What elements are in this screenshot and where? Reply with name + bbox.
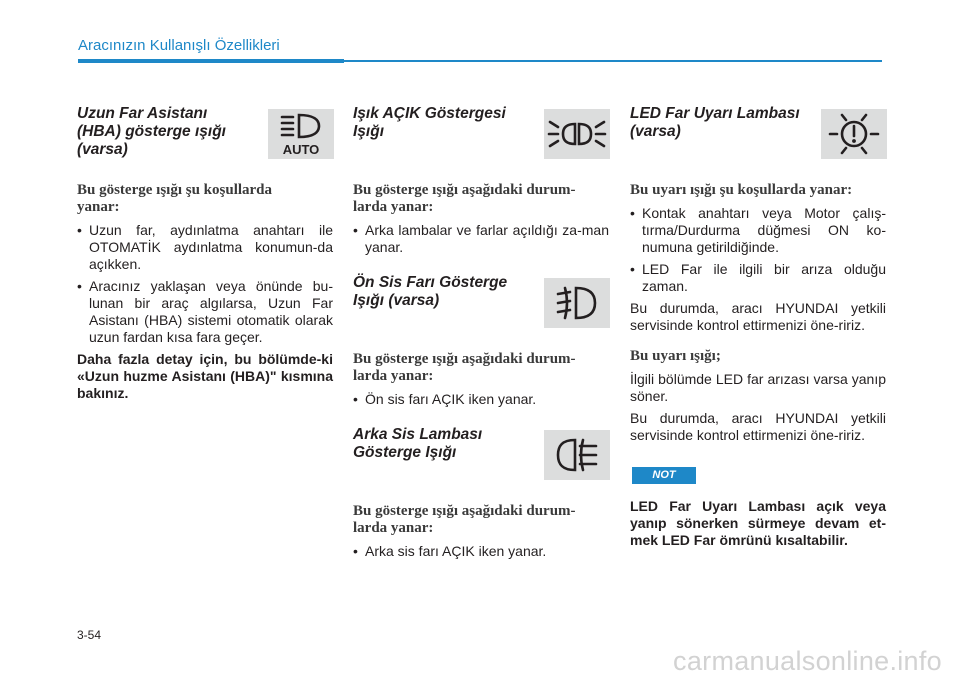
led-warning-lamp-icon (821, 109, 887, 159)
section-hba (77, 105, 333, 402)
list-item: • Aracınız yaklaşan veya önünde bu-lunan bir araç algılarsa, Uzun Far Asistanı (HBA) sistemi otomatik olarak uzun fardan kısa fara geçer. (77, 278, 333, 346)
subheading-line: Bu gösterge ışığı aşağıdaki durum- (353, 351, 576, 367)
subheading-line: larda yanar: (353, 199, 434, 215)
title-line: (HBA) gösterge ışığı (77, 123, 226, 140)
header-title: Aracınızın Kullanışlı Özellikleri (78, 37, 280, 54)
front-fog-lamp-icon-graphic (555, 284, 599, 322)
section-hba-bullets (77, 222, 333, 346)
subheading-line: Bu gösterge ışığı aşağıdaki durum- (353, 503, 576, 519)
section-light-on-bullets (353, 222, 609, 256)
section-led-warning-title (630, 105, 808, 141)
section-rear-fog-subheading (353, 503, 609, 537)
auto-high-beam-icon-graphic (274, 112, 328, 156)
section-rear-fog (353, 426, 609, 560)
section-front-fog-subheading (353, 351, 609, 385)
list-item: • Kontak anahtarı veya Motor çalış-tırma/Durdurma düğmesi ON ko-numuna getirildiğinde. (630, 205, 886, 256)
list-item: • LED Far ile ilgili bir arıza olduğu zaman. (630, 261, 886, 295)
section-front-fog (353, 274, 609, 408)
section-hba-title (77, 105, 255, 159)
section-rear-fog-title (353, 426, 531, 462)
title-line: Gösterge Işığı (353, 444, 457, 461)
position-lamp-icon-graphic (547, 116, 607, 152)
section-front-fog-bullets (353, 391, 609, 408)
list-item: • Arka lambalar ve farlar açıldığı za-man yanar. (353, 222, 609, 256)
note-badge: NOT (632, 467, 696, 484)
section-led-warning-subheading-2: Bu uyarı ışığı; (630, 348, 721, 364)
title-line: Işığı (varsa) (353, 292, 440, 309)
list-item: • Arka sis farı AÇIK iken yanar. (353, 543, 609, 560)
section-light-on-head (353, 105, 609, 161)
title-line: Arka Sis Lambası (353, 426, 483, 443)
title-line: Ön Sis Farı Gösterge (353, 274, 508, 291)
section-front-fog-head (353, 274, 609, 330)
rear-fog-lamp-icon-graphic (555, 436, 599, 474)
position-lamp-icon (544, 109, 610, 159)
title-line: (varsa) (77, 141, 128, 158)
column-3 (630, 100, 886, 549)
section-front-fog-title (353, 274, 531, 310)
section-rear-fog-bullets (353, 543, 609, 560)
section-led-warning-para-1: Bu durumda, aracı HYUNDAI yetkili servisinde kontrol ettirmenizi öne-ririz. (630, 300, 886, 333)
section-led-warning-bullets (630, 205, 886, 295)
section-hba-head (77, 105, 333, 161)
section-led-warning-para-3: Bu durumda, aracı HYUNDAI yetkili servisinde kontrol ettirmenizi öne-ririz. (630, 410, 886, 443)
icon-label: AUTO (282, 142, 320, 156)
subheading-line: larda yanar: (353, 368, 434, 384)
section-led-warning-para-2: İlgili bölümde LED far arızası varsa yanıp söner. (630, 371, 886, 404)
title-line: LED Far Uyarı Lambası (630, 105, 800, 122)
column-1 (77, 100, 333, 402)
section-rear-fog-head (353, 426, 609, 482)
section-hba-subheading (77, 182, 333, 216)
section-light-on (353, 105, 609, 256)
title-line: Işık AÇIK Göstergesi (353, 105, 506, 122)
subheading-line: Bu gösterge ışığı şu koşullarda (77, 182, 273, 198)
title-line: (varsa) (630, 123, 681, 140)
column-2 (353, 100, 609, 565)
subheading-line: Bu gösterge ışığı aşağıdaki durum- (353, 182, 576, 198)
section-led-warning-subheading (630, 182, 886, 199)
section-light-on-title (353, 105, 531, 141)
title-line: Işığı (353, 123, 385, 140)
watermark: carmanualsonline.info (673, 646, 942, 676)
auto-high-beam-icon (268, 109, 334, 159)
front-fog-lamp-icon (544, 278, 610, 328)
rear-fog-lamp-icon (544, 430, 610, 480)
section-led-warning-head (630, 105, 886, 161)
section-hba-detail: Daha fazla detay için, bu bölümde-ki «Uzun huzme Asistanı (HBA)" kısmına bakınız. (77, 351, 333, 401)
title-line: Uzun Far Asistanı (77, 105, 208, 122)
header-rule (344, 60, 882, 62)
list-item: • Uzun far, aydınlatma anahtarı ile OTOMATİK aydınlatma konumun-da açıkken. (77, 222, 333, 273)
section-led-warning (630, 105, 886, 549)
list-item: • Ön sis farı AÇIK iken yanar. (353, 391, 609, 408)
subheading-line: larda yanar: (353, 520, 434, 536)
note-text: LED Far Uyarı Lambası açık veya yanıp sönerken sürmeye devam et-mek LED Far ömrünü kısaltabilir. (630, 498, 886, 548)
page-number: 3-54 (77, 628, 102, 642)
subheading-line: Bu uyarı ışığı şu koşullarda yanar: (630, 182, 853, 198)
section-light-on-subheading (353, 182, 609, 216)
subheading-line: yanar: (77, 199, 120, 215)
header-rule-accent (78, 59, 344, 63)
led-warning-lamp-icon-graphic (828, 112, 880, 156)
